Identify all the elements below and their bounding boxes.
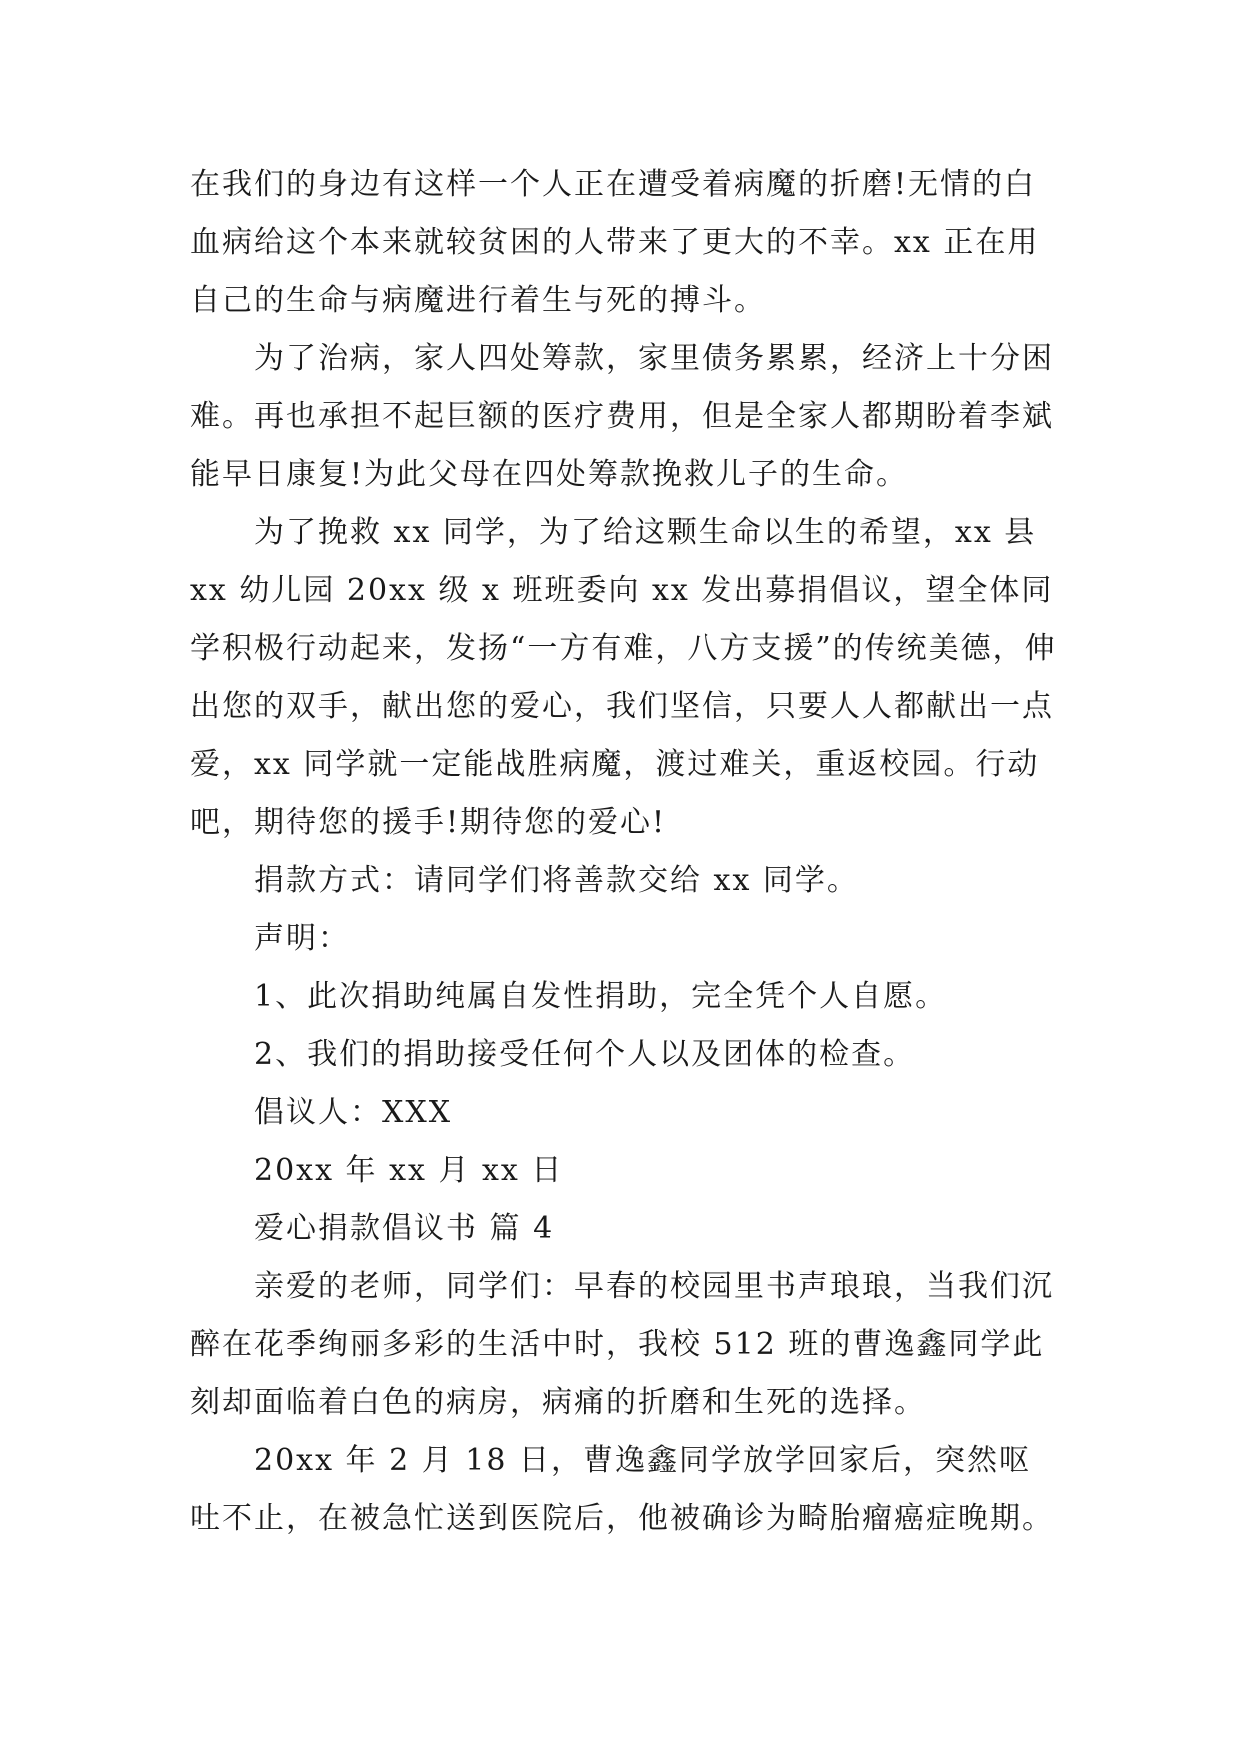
paragraph-appeal: 为了挽救 xx 同学，为了给这颗生命以生的希望，xx 县 xx 幼儿园 20xx 级 x 班班委向 xx 发出募捐倡议，望全体同学积极行动起来，发扬“一方有难，八方支援”的传统美德，伸出您的双手，献出您的爱心，我们坚信，只要人人都献出一点爱，xx 同学就一定能战胜病魔，渡过难关，重返校园。行动吧，期待您的援手!期待您的爱心!: [190, 515, 1057, 840]
statement-item-2: 2、我们的捐助接受任何个人以及团体的检查。: [254, 1037, 916, 1072]
paragraph-treatment: 为了治病，家人四处筹款，家里债务累累，经济上十分困难。再也承担不起巨额的医疗费用，但是全家人都期盼着李斌能早日康复!为此父母在四处筹款挽救儿子的生命。: [190, 341, 1054, 492]
document-body: [190, 156, 1060, 1548]
paragraph-statement-heading: 声明：: [254, 921, 350, 956]
section-title: 爱心捐款倡议书 篇 4: [254, 1211, 555, 1246]
initiator-line: 倡议人：XXX: [254, 1095, 453, 1130]
statement-item-1: 1、此次捐助纯属自发性捐助，完全凭个人自愿。: [254, 979, 948, 1014]
paragraph-donation-method: 捐款方式：请同学们将善款交给 xx 同学。: [254, 863, 859, 898]
paragraph-diagnosis: 20xx 年 2 月 18 日，曹逸鑫同学放学回家后，突然呕吐不止，在被急忙送到医院后，他被确诊为畸胎瘤癌症晚期。: [190, 1443, 1054, 1536]
date-line: 20xx 年 xx 月 xx 日: [254, 1153, 564, 1188]
paragraph-intro: 在我们的身边有这样一个人正在遭受着病魔的折磨!无情的白血病给这个本来就较贫困的人带来了更大的不幸。xx 正在用自己的生命与病魔进行着生与死的搏斗。: [190, 167, 1040, 318]
paragraph-greeting: 亲爱的老师，同学们：早春的校园里书声琅琅，当我们沉醉在花季绚丽多彩的生活中时，我校 512 班的曹逸鑫同学此刻却面临着白色的病房，病痛的折磨和生死的选择。: [190, 1269, 1054, 1420]
